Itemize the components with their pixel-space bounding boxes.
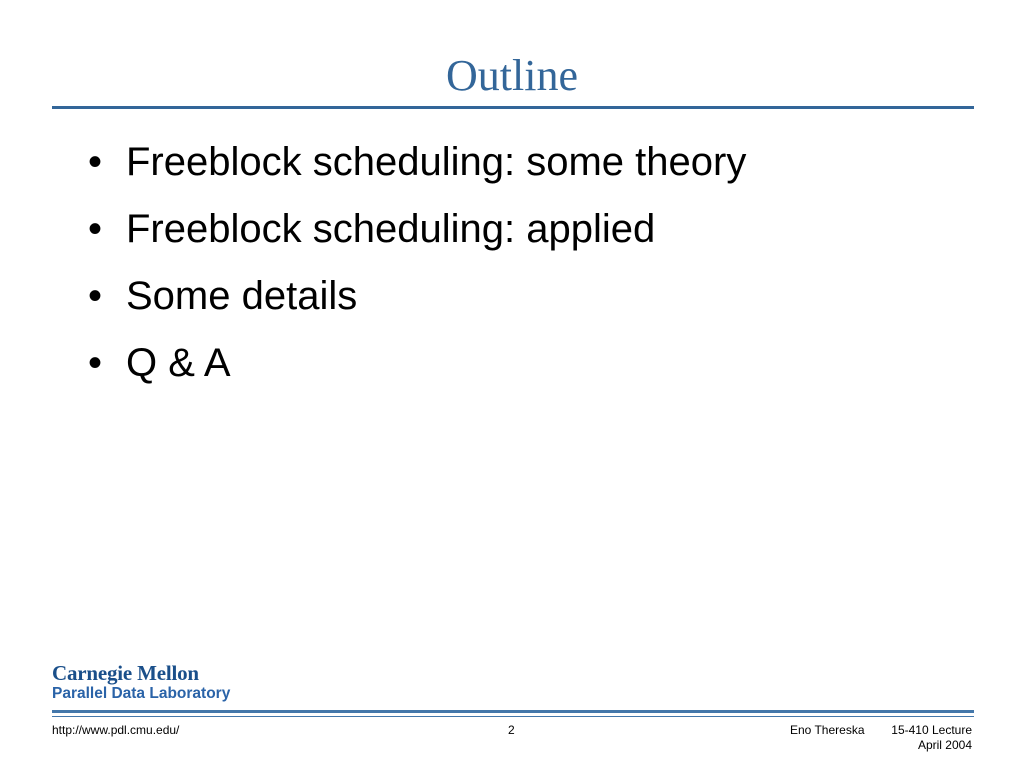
bullet-text: Freeblock scheduling: applied [126,207,656,251]
logo-lab-name: Parallel Data Laboratory [52,685,231,702]
cmu-pdl-logo [52,663,230,702]
bullet-text: Some details [126,274,358,318]
bullet-text: Q & A [126,341,231,385]
title-divider [52,106,974,109]
slide-title: Outline [446,51,578,100]
bullet-item [80,268,746,324]
footer-url: http://www.pdl.cmu.edu/ [52,723,180,737]
footer-author: Eno Thereska [790,723,865,737]
footer-course-info [891,723,972,753]
bullet-icon: • [88,341,103,385]
bullet-icon: • [88,140,103,184]
bullet-icon: • [88,274,103,318]
bullet-item [80,134,746,190]
bullet-item [80,201,746,257]
footer-course: 15-410 Lecture [891,723,972,737]
footer-divider-thin [52,716,974,717]
footer-date: April 2004 [917,738,972,752]
footer-page-number: 2 [508,723,515,737]
logo-university-name: Carnegie Mellon [52,661,199,685]
bullet-item [80,335,746,391]
bullet-text: Freeblock scheduling: some theory [126,140,747,184]
footer-divider-thick [52,710,974,713]
bullet-list [80,134,746,402]
bullet-icon: • [88,207,103,251]
